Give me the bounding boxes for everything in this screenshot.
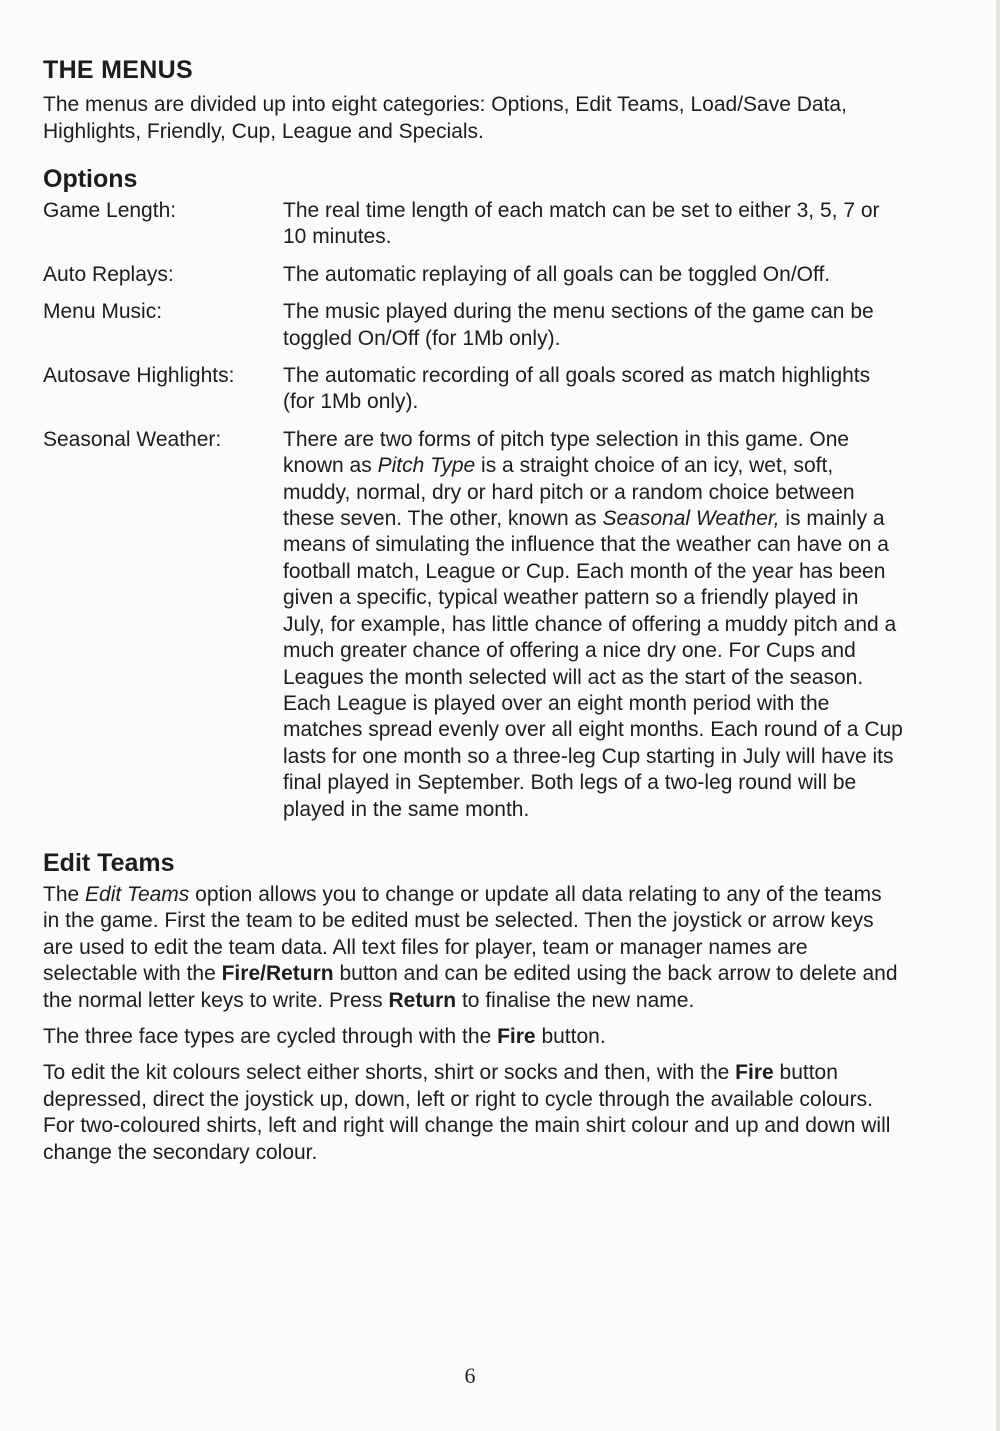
edit-teams-heading: Edit Teams	[43, 848, 175, 877]
term-edit-teams: Edit Teams	[85, 882, 190, 906]
text-run: To edit the kit colours select either shorts, shirt or socks and then, with the	[43, 1061, 736, 1085]
text-run: The three face types are cycled through with the	[43, 1024, 498, 1048]
option-menu-music	[43, 299, 903, 352]
option-label: Auto Replays:	[43, 262, 174, 286]
option-description: The automatic recording of all goals scored as match highlights (for 1Mb only).	[283, 364, 871, 414]
page-title: THE MENUS	[43, 56, 193, 84]
text-run: button and can be edited using the back arrow to delete and the normal letter keys to write. Press	[43, 962, 898, 1012]
option-label: Game Length:	[43, 199, 177, 222]
option-description	[283, 427, 903, 823]
text-run: There are two forms of pitch type selection in this game. One known as	[283, 427, 850, 478]
option-label: Seasonal Weather:	[43, 427, 222, 451]
text-run: is a straight choice of an icy, wet, soft, muddy, normal, dry or hard pitch or a random choice between these seven. The other, known as	[283, 454, 855, 531]
text-run: option allows you to change or update all data relating to any of the teams in the game. First the team to be edited must be selected. Then the joystick or arrow keys are used to edit the team data. All text files for player, team or manager names are selectable with the	[43, 882, 882, 986]
key-return: Return	[388, 988, 457, 1012]
option-label: Menu Music:	[43, 300, 163, 324]
page-number: 6	[464, 1363, 476, 1388]
option-description: The automatic replaying of all goals can be toggled On/Off.	[283, 262, 831, 286]
key-fire: Fire	[735, 1061, 774, 1085]
key-fire: Fire	[497, 1024, 536, 1048]
intro-paragraph: The menus are divided up into eight categories: Options, Edit Teams, Load/Save Data, Highlights, Friendly, Cup, League and Specials.	[43, 93, 847, 143]
option-seasonal-weather	[43, 427, 903, 823]
option-game-length	[43, 198, 903, 251]
text-run: The	[43, 882, 86, 906]
edit-teams-paragraph-3	[43, 1060, 903, 1166]
option-label: Autosave Highlights:	[43, 364, 235, 388]
manual-page	[43, 56, 903, 1176]
text-run: button.	[535, 1024, 606, 1048]
key-fire-return: Fire/Return	[221, 962, 334, 986]
edit-teams-paragraph-2	[43, 1024, 903, 1050]
text-run: button depressed, direct the joystick up, down, left or right to cycle through the available colours. For two-coloured shirts, left and right will change the main shirt colour and up and down will change the secondary colour.	[43, 1061, 891, 1164]
options-heading: Options	[43, 165, 138, 193]
option-description: The real time length of each match can be set to either 3, 5, 7 or 10 minutes.	[283, 199, 880, 249]
option-autosave-highlights	[43, 363, 903, 416]
text-run: is mainly a means of simulating the influence that the weather can have on a football match, League or Cup. Each month of the year has been given a specific, typical weather pattern so a friendly played in July, for example, has little chance of offering a muddy pitch and a much greater chance of offering a nice dry one. For Cups and Leagues the month selected will act as the start of the season. Each League is played over an eight month period with the matches spread evenly over all eight months. Each round of a Cup lasts for one month so a three-leg Cup starting in July will have its final played in September. Both legs of a two-leg round will be played in the same month.	[283, 507, 903, 821]
text-run: to finalise the new name.	[456, 988, 695, 1012]
edit-teams-paragraph-1	[43, 882, 903, 1014]
option-description: The music played during the menu sections of the game can be toggled On/Off (for 1Mb only).	[283, 300, 874, 350]
term-seasonal-weather: Seasonal Weather,	[602, 507, 780, 531]
page-edge	[996, 0, 1000, 1431]
option-auto-replays	[43, 262, 903, 288]
term-pitch-type: Pitch Type	[377, 454, 476, 478]
